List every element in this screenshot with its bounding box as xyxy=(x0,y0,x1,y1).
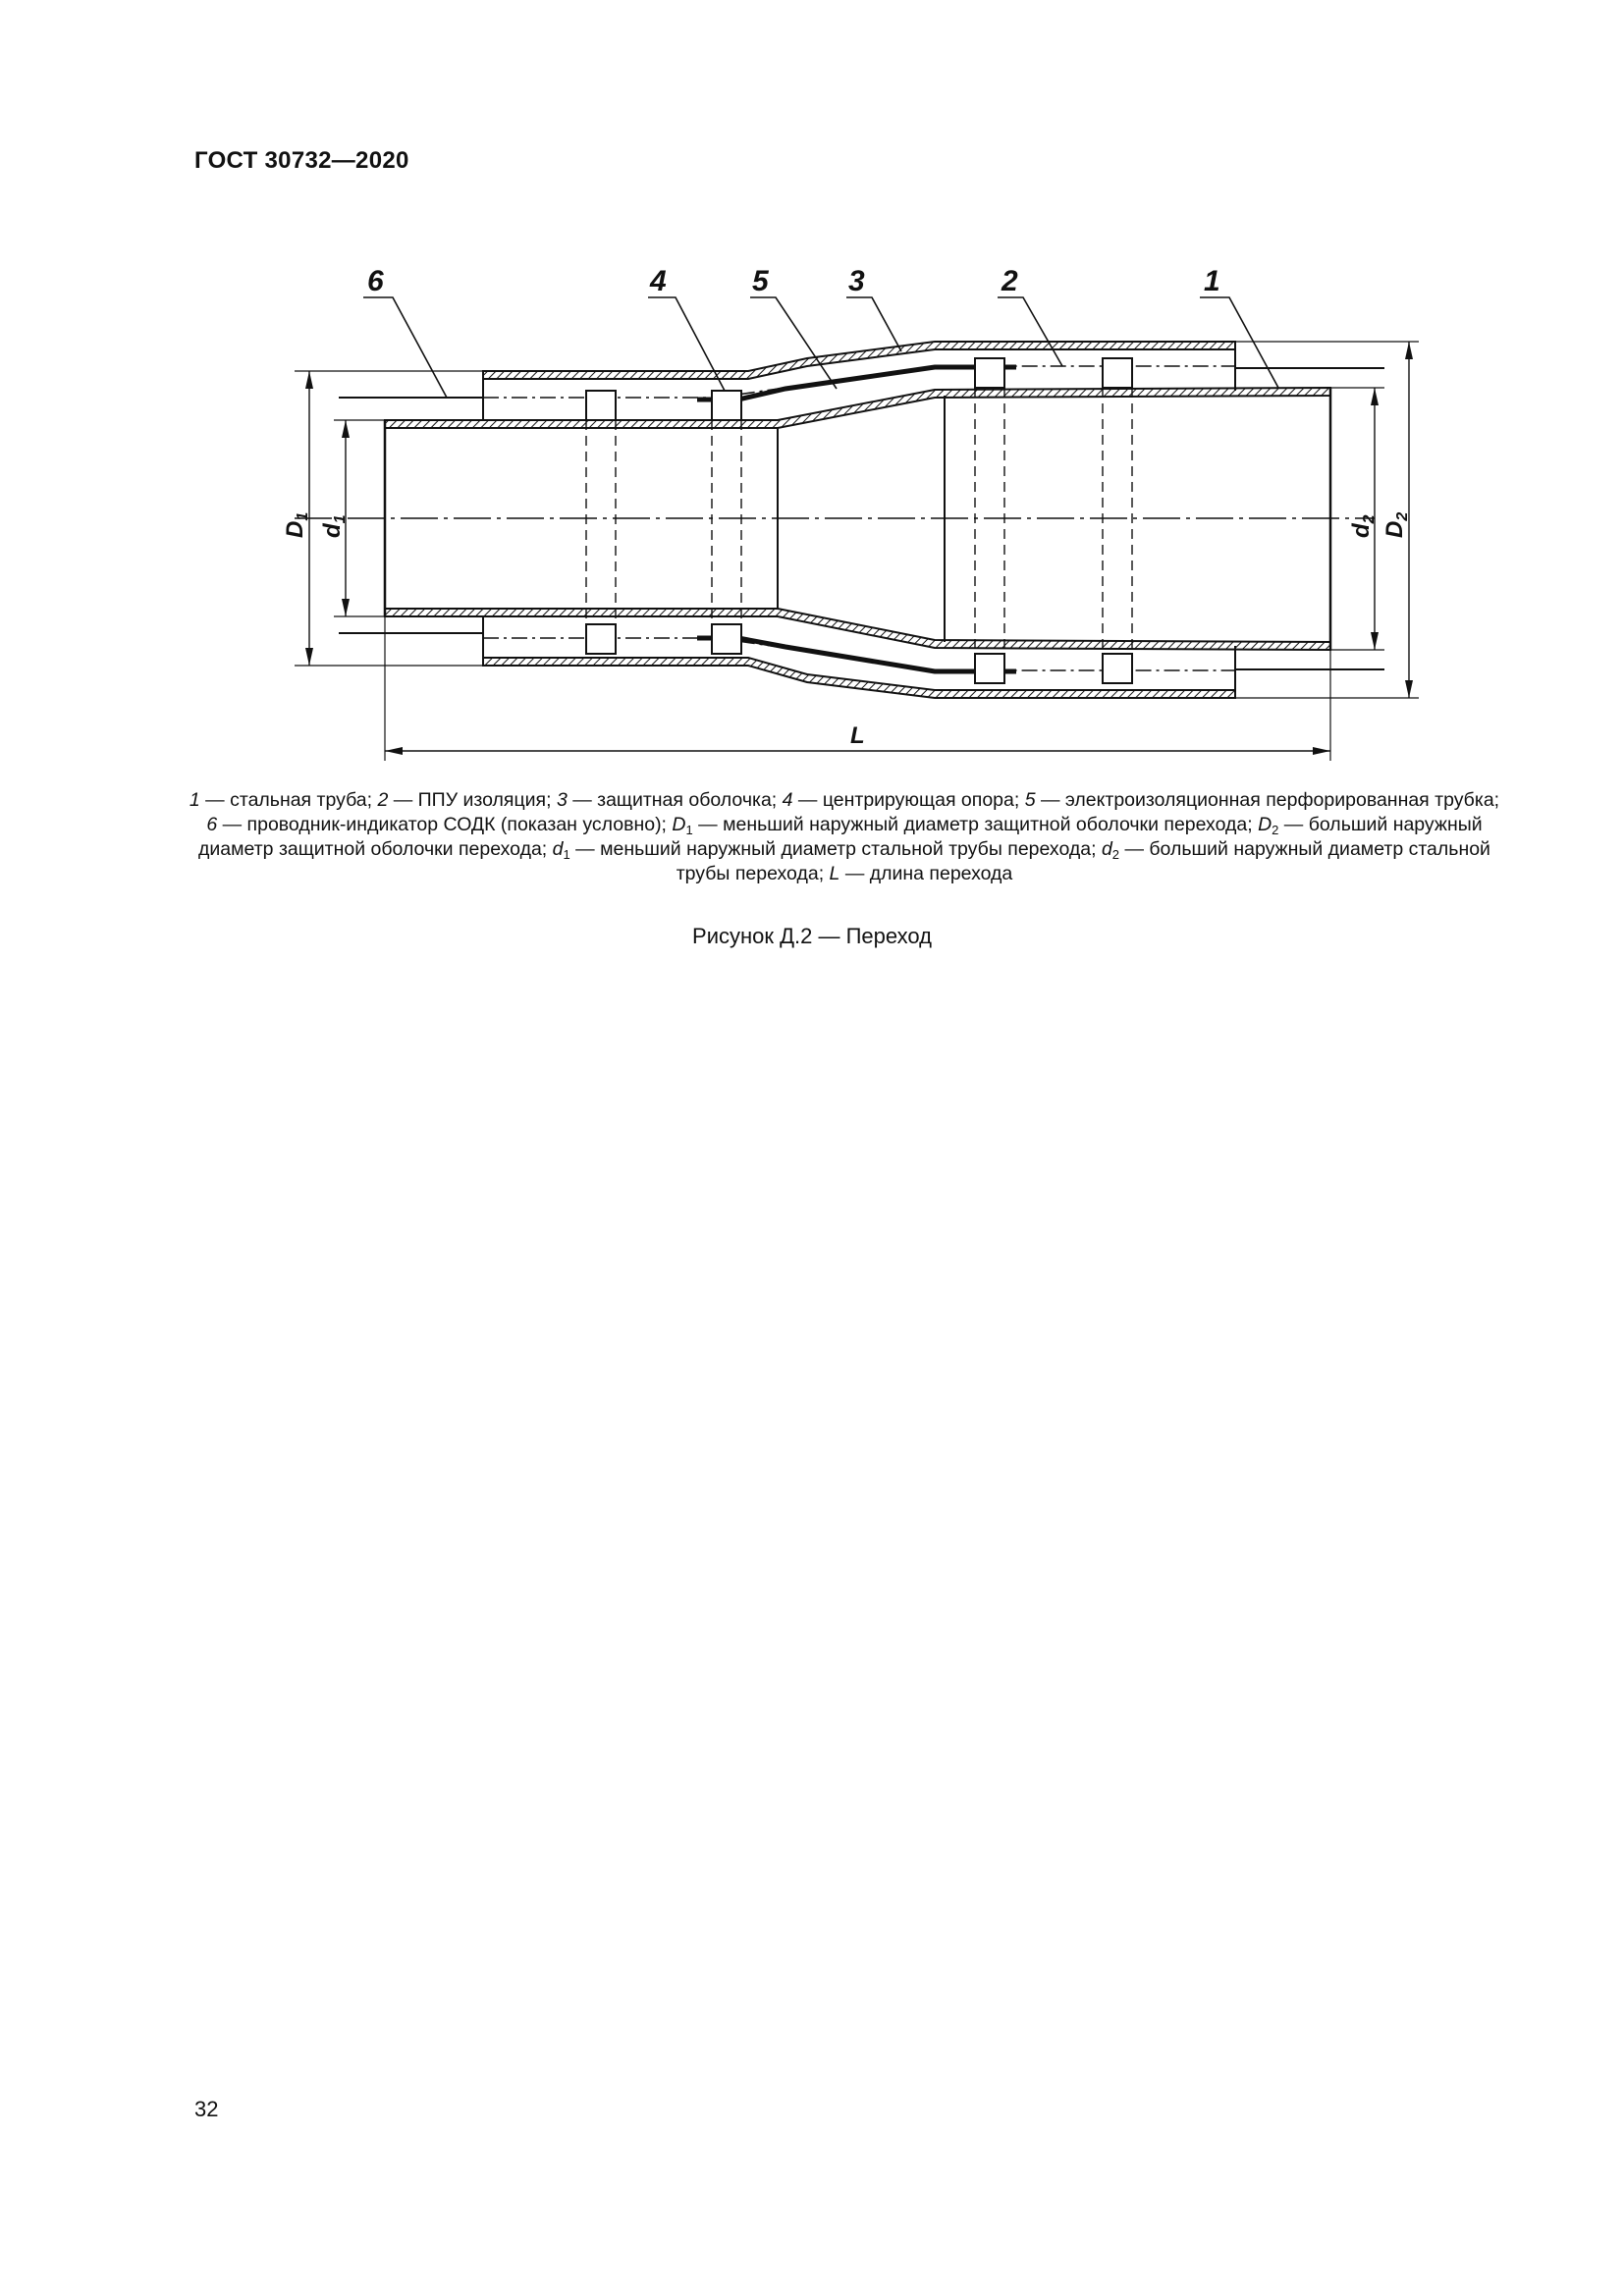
dim-D1-label: $D_1$ xyxy=(282,511,311,538)
legend-item-3: 3 — защитная оболочка; xyxy=(556,789,783,811)
legend-item-L: L — длина перехода xyxy=(829,863,1013,884)
steel-pipe-bottom xyxy=(385,609,1330,650)
callout-1: 1 xyxy=(1204,265,1220,297)
legend-item-6: 6 — проводник-индикатор СОДК (показан условно); xyxy=(206,814,673,835)
callout-6: 6 xyxy=(367,265,384,297)
steel-pipe-top xyxy=(385,388,1330,428)
legend-item-D1: $D_1$ — меньший наружный диаметр защитной оболочки перехода; xyxy=(672,814,1259,837)
legend-item-2: 2 — ППУ изоляция; xyxy=(377,789,557,811)
dim-d2-label: $d_2$ xyxy=(1348,514,1378,538)
legend-item-d1: $d_1$ — меньший наружный диаметр стальной трубы перехода; xyxy=(552,838,1102,862)
page-number: 32 xyxy=(194,2097,219,2121)
figure-legend xyxy=(187,788,1502,886)
callout-2: 2 xyxy=(1001,265,1018,297)
legend-item-1: 1 — стальная труба; xyxy=(189,789,378,811)
legend-item-D2: $D_2$ — больший наружный диаметр защитной оболочки перехода; xyxy=(198,814,1483,860)
legend-item-5: 5 — электроизоляционная перфорированная трубка; xyxy=(1024,789,1500,811)
callout-5: 5 xyxy=(752,265,769,297)
callout-4: 4 xyxy=(650,265,667,297)
transition-drawing xyxy=(0,0,1624,785)
legend-item-d2: $d_2$ — больший наружный диаметр стальной трубы перехода; xyxy=(676,838,1490,884)
dim-D2-label: $D_2$ xyxy=(1381,511,1411,538)
dim-L-label: L xyxy=(850,722,865,749)
legend-item-4: 4 — центрирующая опора; xyxy=(782,789,1025,811)
dim-d1-label: $d_1$ xyxy=(319,514,349,538)
figure-caption: Рисунок Д.2 — Переход xyxy=(692,924,932,948)
document-header: ГОСТ 30732—2020 xyxy=(194,147,409,174)
callout-3: 3 xyxy=(848,265,865,297)
